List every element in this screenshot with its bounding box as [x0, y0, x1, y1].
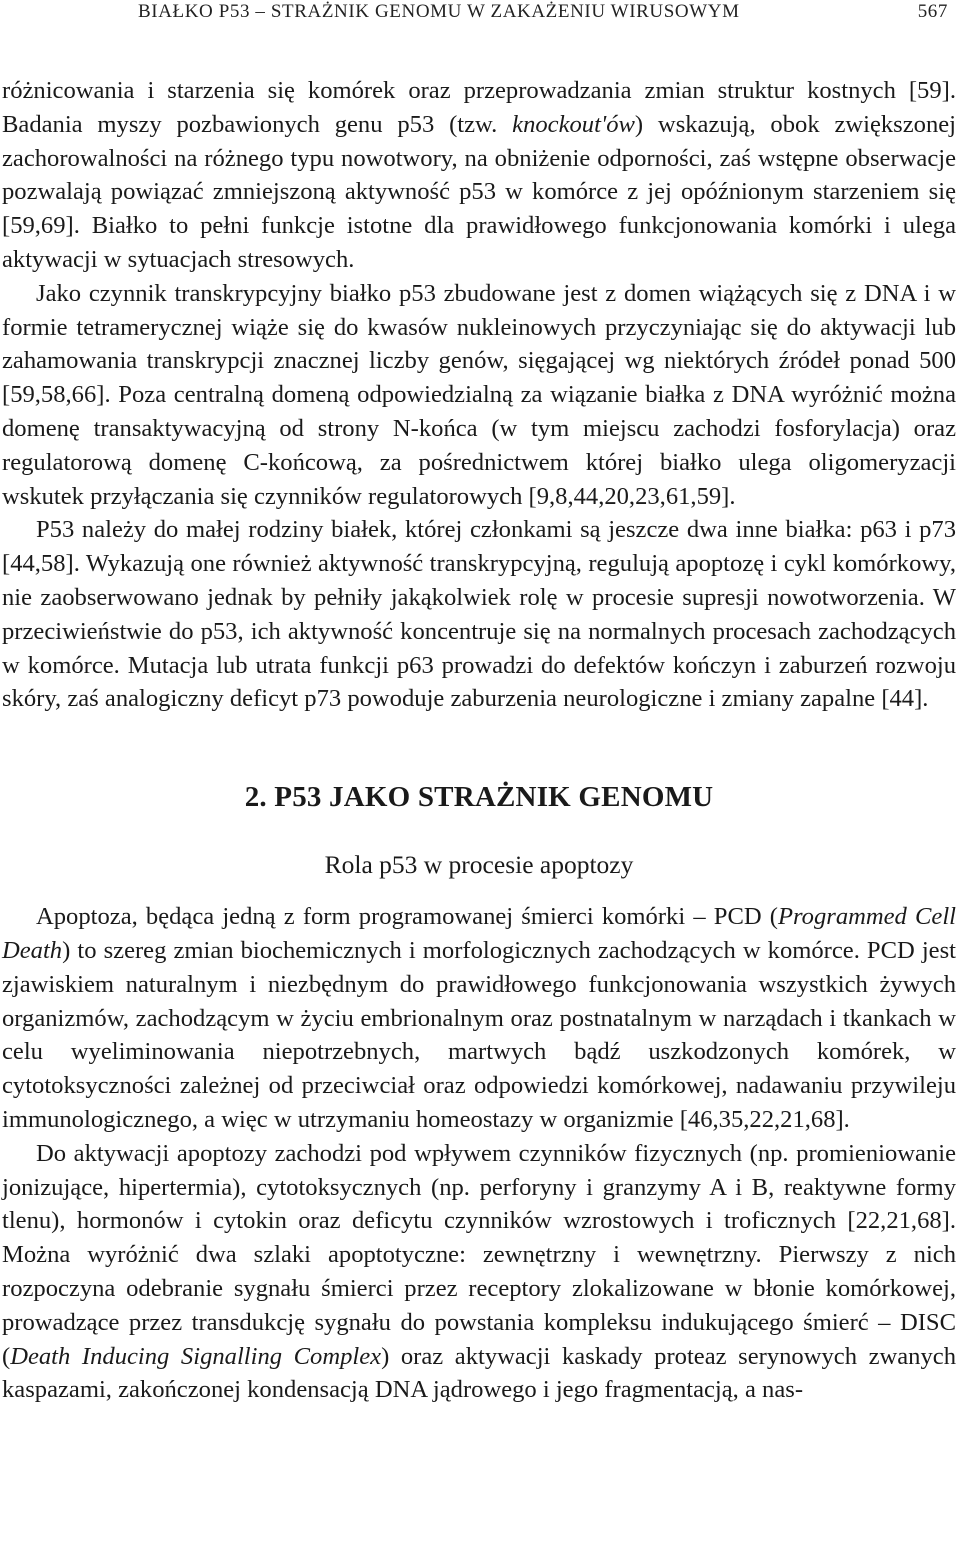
- paragraph-4-text-a: Apoptoza, będąca jedną z form programowanej śmierci komórki – PCD (: [36, 903, 778, 931]
- paragraph-5-italic-term: Death Inducing Signalling Complex: [10, 1342, 382, 1370]
- section-heading: 2. P53 JAKO STRAŻNIK GENOMU: [244, 781, 714, 814]
- paragraph-1-text-a: różnicowania i starzenia się komórek oraz przeprowadzania zmian struktur kostnych [59]. Badania myszy pozbawionych genu p53 (tzw.: [2, 77, 956, 138]
- paragraph-2: Jako czynnik transkrypcyjny białko p53 zbudowane jest z domen wiążących się z DNA i w formie tetramerycznej wiąże się do kwasów nukleinowych przyczyniając się do aktywacji lub zahamowania transkrypcji znacznej liczby genów, sięgającej wg niektórych źródeł ponad 500 [59,58,66]. Poza centralną domeną odpowiedzialną za wiązanie białka z DNA wyróżnić można domenę transaktywacyjną od strony N-końca (w tym miejscu zachodzi fosforylacja) oraz regulatorową domenę C-końcową, za pośrednictwem której białko ulega oligomeryzacji wskutek przyłączania się czynników regulatorowych [9,8,44,20,23,61,59].: [2, 279, 956, 510]
- paragraph-5-text-a: Do aktywacji apoptozy zachodzi pod wpływem czynników fizycznych (np. promieniowanie jonizujące, hipertermia), cytotoksycznych (np. perforyny i granzymy A i B, reaktywne formy tlenu), hormonów i cytokin oraz deficytu czynników wzrostowych i troficznych [22,21,68]. Można wyróżnić dwa szlaki apoptotyczne: zewnętrzny i wewnętrzny. Pierwszy z nich rozpoczyna odebranie sygnału śmierci przez receptory zlokalizowane w błonie komórkowej, prowadzące przez transdukcję sygnału do powstania kompleksu indukującego śmierć – DISC (: [2, 1139, 956, 1370]
- subsection-heading: Rola p53 w procesie apoptozy: [324, 850, 634, 880]
- paragraph-1-italic-term: knockout'ów: [512, 110, 635, 138]
- paragraph-3: P53 należy do małej rodziny białek, której członkami są jeszcze dwa inne białka: p63 i p73 [44,58]. Wykazują one również aktywność transkrypcyjną, regulują apoptozę i cykl komórkowy, nie zaobserwowano jednak by pełniły jakąkolwiek rolę w procesie supresji nowotworzenia. W przeciwieństwie do p53, ich aktywność koncentruje się na normalnych procesach zachodzących w komórce. Mutacja lub utrata funkcji p63 prowadzi do defektów kończyn i zaburzeń rozwoju skóry, zaś analogiczny deficyt p73 powoduje zaburzenia neurologiczne i zmiany zapalne [44].: [2, 516, 956, 713]
- running-header: [0, 0, 960, 40]
- page-number: 567: [917, 1, 948, 22]
- paragraph-1-text-c: ) wskazują, obok zwiększonej zachorowalności na różnego typu nowotwory, na obniżenie odporności, zaś wstępne obserwacje pozwalają powiązać zmniejszoną aktywność p53 w komórce z jej opóźnionym starzeniem się [59,69]. Białko to pełni funkcje istotne dla prawidłowego funkcjonowania komórki i ulega aktywacji w sytuacjach stresowych.: [2, 110, 956, 273]
- paragraph-5: [2, 1137, 956, 1407]
- paragraph-4-italic-term: Programmed Cell Death: [2, 903, 956, 964]
- paragraph-5-text-c: ) oraz aktywacji kaskady proteaz serynowych zwanych kaspazami, zakończonej kondensacją DNA jądrowego i jego fragmentacją, a nas-: [2, 1342, 956, 1404]
- paragraph-4: [2, 900, 956, 1137]
- running-title: BIAŁKO P53 – STRAŻNIK GENOMU W ZAKAŻENIU WIRUSOWYM: [138, 1, 740, 22]
- paragraph-4-text-c: ) to szereg zmian biochemicznych i morfologicznych zachodzących w komórce. PCD jest zjawiskiem naturalnym i niezbędnym do prawidłowego funkcjonowania wszystkich żywych organizmów, zachodzącym w życiu embrionalnym oraz postnatalnym w narządach i tkankach w celu wyeliminowania niepotrzebnych, martwych bądź uszkodzonych komórek, w cytotoksyczności zależnej od przeciwciał oraz odpowiedzi komórkowej, nadawaniu przywileju immunologicznego, a więc w utrzymaniu homeostazy w organizmie [46,35,22,21,68].: [2, 936, 956, 1133]
- paragraph-1: [2, 74, 956, 277]
- article-body: [2, 74, 956, 1407]
